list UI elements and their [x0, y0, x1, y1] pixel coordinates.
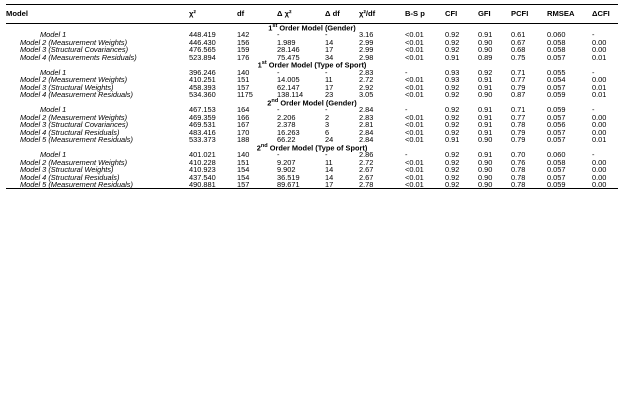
value-cell: 0.87 [511, 90, 526, 100]
value-cell: 0.92 [445, 181, 478, 189]
value-cell: 75.475 [277, 52, 300, 62]
value-cell: 66.22 [277, 135, 296, 145]
value-cell: 3 [325, 120, 330, 130]
value-cell: 9.902 [277, 165, 296, 175]
value-cell: 469.359 [189, 112, 216, 122]
value-cell: 0.78 [511, 181, 547, 189]
model-name-cell: Model 4 (Measurement Residuals) [20, 90, 133, 100]
value-cell: - [277, 67, 280, 77]
value-cell: 140 [237, 67, 250, 77]
value-cell: 154 [237, 165, 250, 175]
value-cell: 36.519 [277, 172, 300, 182]
value-cell: 446.430 [189, 37, 216, 47]
value-cell: - [405, 105, 408, 115]
value-cell: 0.00 [592, 127, 607, 137]
column-header-delta-df: Δ df [325, 9, 340, 18]
value-cell: - [405, 150, 408, 160]
value-cell: 0.79 [511, 127, 526, 137]
value-cell: 140 [237, 150, 250, 160]
column-header-df: df [237, 9, 245, 18]
value-cell: 0.057 [547, 82, 566, 92]
model-name-cell: Model 4 (Structural Residuals) [20, 127, 120, 137]
value-cell: 0.90 [478, 157, 493, 167]
column-header-bs-p: B-S p [405, 9, 425, 18]
value-cell: <0.01 [405, 181, 445, 189]
value-cell: 523.894 [189, 52, 216, 62]
model-name-cell: Model 2 (Measurement Weights) [20, 37, 128, 47]
value-cell: <0.01 [405, 52, 424, 62]
value-cell: 2.378 [277, 120, 296, 130]
value-cell: 0.058 [547, 45, 566, 55]
value-cell: 0.00 [592, 112, 607, 122]
value-cell: 0.01 [592, 135, 607, 145]
value-cell: 0.92 [445, 165, 460, 175]
value-cell: <0.01 [405, 82, 424, 92]
value-cell: 2.67 [359, 165, 374, 175]
value-cell: - [592, 67, 595, 77]
model-fit-table [6, 4, 618, 189]
value-cell: 0.91 [445, 52, 460, 62]
value-cell: 2.84 [359, 127, 374, 137]
value-cell: 1175 [237, 90, 253, 100]
value-cell: <0.01 [405, 112, 424, 122]
value-cell: 157 [237, 181, 277, 189]
column-header-chi2-over-df: χ²/df [359, 9, 376, 18]
value-cell: 166 [237, 112, 250, 122]
value-cell: 34 [325, 52, 334, 62]
value-cell: 2.99 [359, 37, 374, 47]
column-header-gfi: GFI [478, 9, 491, 18]
value-cell: 0.057 [547, 172, 566, 182]
value-cell: 0.92 [445, 45, 460, 55]
model-name-cell: Model 1 [40, 67, 67, 77]
value-cell: 2.72 [359, 75, 374, 85]
value-cell: 410.251 [189, 75, 216, 85]
value-cell: 0.91 [478, 127, 493, 137]
value-cell: 0.01 [592, 52, 607, 62]
value-cell: <0.01 [405, 30, 424, 40]
value-cell: 28.146 [277, 45, 300, 55]
value-cell: 2.72 [359, 157, 374, 167]
model-name-cell: Model 2 (Measurement Weights) [20, 157, 128, 167]
value-cell: <0.01 [405, 120, 424, 130]
value-cell: 16.263 [277, 127, 300, 137]
model-name-cell: Model 1 [40, 150, 67, 160]
value-cell: 410.228 [189, 157, 216, 167]
value-cell: 14 [325, 165, 334, 175]
value-cell: 0.059 [547, 90, 566, 100]
value-cell: 0.91 [478, 30, 493, 40]
value-cell: 0.90 [478, 172, 493, 182]
value-cell: 0.00 [592, 165, 607, 175]
model-name-cell: Model 5 (Measurement Residuals) [6, 181, 189, 189]
value-cell: <0.01 [405, 165, 424, 175]
value-cell: 176 [237, 52, 250, 62]
table-header-row [6, 5, 618, 24]
value-cell: - [592, 30, 595, 40]
value-cell: 0.060 [547, 30, 566, 40]
value-cell: 2.67 [359, 172, 374, 182]
value-cell: 0.93 [445, 75, 460, 85]
value-cell: 0.92 [445, 172, 460, 182]
value-cell: <0.01 [405, 75, 424, 85]
value-cell: 0.91 [478, 75, 493, 85]
value-cell: <0.01 [405, 135, 424, 145]
value-cell: - [325, 105, 328, 115]
table-header [6, 5, 618, 24]
value-cell: 0.057 [547, 112, 566, 122]
value-cell: 0.70 [511, 150, 526, 160]
value-cell: 0.78 [511, 172, 526, 182]
value-cell: <0.01 [405, 45, 424, 55]
value-cell: 458.393 [189, 82, 216, 92]
value-cell: 6 [325, 127, 330, 137]
value-cell: <0.01 [405, 172, 424, 182]
value-cell: 490.881 [189, 181, 237, 189]
group-label: 1st Order Model (Type of Sport) [257, 60, 367, 70]
group-label: 2nd Order Model (Gender) [267, 97, 357, 108]
value-cell: 467.153 [189, 105, 216, 115]
value-cell: 0.92 [445, 37, 460, 47]
value-cell: 0.057 [547, 52, 566, 62]
model-name-cell: Model 4 (Structural Residuals) [20, 172, 120, 182]
table-row [6, 54, 618, 61]
value-cell: 17 [325, 45, 334, 55]
value-cell: 396.246 [189, 67, 216, 77]
value-cell: 533.373 [189, 135, 216, 145]
value-cell: 410.923 [189, 165, 216, 175]
value-cell: 151 [237, 157, 250, 167]
value-cell: 156 [237, 37, 250, 47]
value-cell: 483.416 [189, 127, 216, 137]
value-cell: 0.91 [478, 150, 493, 160]
value-cell: 14 [325, 172, 334, 182]
value-cell: 0.71 [511, 67, 526, 77]
value-cell: - [325, 150, 328, 160]
value-cell: 24 [325, 135, 334, 145]
model-name-cell: Model 3 (Structural Covariances) [20, 120, 129, 130]
model-name-cell: Model 5 (Measurement Residuals) [20, 135, 133, 145]
value-cell: 17 [325, 82, 334, 92]
model-name-cell: Model 3 (Structural Weights) [20, 82, 114, 92]
group-header-row [6, 61, 618, 69]
value-cell: 0.93 [445, 67, 460, 77]
value-cell: 3.05 [359, 90, 374, 100]
value-cell: 2.83 [359, 112, 374, 122]
value-cell: 0.92 [445, 127, 460, 137]
value-cell: 1.989 [277, 37, 296, 47]
value-cell: 448.419 [189, 30, 216, 40]
value-cell: 0.00 [592, 181, 618, 189]
value-cell: 0.90 [478, 181, 511, 189]
value-cell: 0.77 [511, 75, 526, 85]
value-cell: 2.98 [359, 52, 374, 62]
value-cell: 0.91 [478, 105, 493, 115]
value-cell: 3.16 [359, 30, 374, 40]
model-name-cell: Model 2 (Measurement Weights) [20, 112, 128, 122]
value-cell: 0.00 [592, 120, 607, 130]
value-cell: 0.90 [478, 37, 493, 47]
value-cell: - [325, 67, 328, 77]
value-cell: 2.84 [359, 135, 374, 145]
value-cell: 0.91 [478, 120, 493, 130]
value-cell: 0.054 [547, 75, 566, 85]
value-cell: 170 [237, 127, 250, 137]
column-header-chi2: χ² [189, 9, 196, 18]
column-header-model: Model [6, 9, 28, 18]
value-cell: 0.79 [511, 135, 526, 145]
column-header-delta-chi2: Δ χ² [277, 9, 292, 18]
value-cell: 11 [325, 75, 333, 85]
value-cell: 0.92 [478, 67, 493, 77]
value-cell: 0.055 [547, 67, 566, 77]
value-cell: 0.90 [478, 90, 493, 100]
value-cell: 157 [237, 82, 250, 92]
value-cell: 164 [237, 105, 250, 115]
value-cell: 0.057 [547, 135, 566, 145]
value-cell: 0.77 [511, 112, 526, 122]
model-name-cell: Model 1 [40, 30, 67, 40]
value-cell: 2.84 [359, 105, 374, 115]
table-body [6, 23, 618, 189]
value-cell: - [277, 150, 280, 160]
value-cell: 0.71 [511, 105, 526, 115]
value-cell: 89.671 [277, 181, 325, 189]
value-cell: - [277, 105, 280, 115]
value-cell: 0.00 [592, 172, 607, 182]
value-cell: 0.92 [445, 150, 460, 160]
value-cell: 0.92 [445, 112, 460, 122]
model-name-cell: Model 2 (Measurement Weights) [20, 75, 128, 85]
value-cell: 62.147 [277, 82, 300, 92]
value-cell: 0.78 [511, 120, 526, 130]
value-cell: 0.90 [478, 165, 493, 175]
value-cell: 14 [325, 37, 334, 47]
value-cell: 167 [237, 120, 250, 130]
value-cell: 0.91 [478, 82, 493, 92]
value-cell: 0.92 [445, 120, 460, 130]
value-cell: 0.91 [478, 112, 493, 122]
value-cell: 138.114 [277, 90, 304, 100]
value-cell: 469.531 [189, 120, 216, 130]
value-cell: 0.68 [511, 45, 526, 55]
value-cell: 437.540 [189, 172, 216, 182]
value-cell: 0.058 [547, 157, 566, 167]
group-label: 2nd Order Model (Type of Sport) [256, 142, 368, 152]
value-cell: - [325, 30, 328, 40]
model-name-cell: Model 3 (Structural Covariances) [20, 45, 129, 55]
value-cell: 2 [325, 112, 330, 122]
value-cell: 0.92 [445, 30, 460, 40]
value-cell: - [277, 30, 280, 40]
group-header-row [6, 99, 618, 107]
value-cell: 0.90 [478, 135, 493, 145]
value-cell: 0.90 [478, 45, 493, 55]
column-header-cfi: CFI [445, 9, 458, 18]
column-header-rmsea: RMSEA [547, 9, 575, 18]
value-cell: 534.360 [189, 90, 216, 100]
value-cell: 2.83 [359, 67, 374, 77]
value-cell: 159 [237, 45, 250, 55]
value-cell: 0.92 [445, 90, 460, 100]
value-cell: - [592, 105, 595, 115]
value-cell: 0.00 [592, 45, 607, 55]
value-cell: 0.057 [547, 127, 566, 137]
value-cell: 401.021 [189, 150, 216, 160]
value-cell: 0.91 [445, 135, 460, 145]
value-cell: <0.01 [405, 90, 424, 100]
model-name-cell: Model 1 [40, 105, 67, 115]
group-header-row [6, 144, 618, 152]
value-cell: 11 [325, 157, 333, 167]
value-cell: <0.01 [405, 157, 424, 167]
value-cell: 0.79 [511, 82, 526, 92]
group-header-row [6, 23, 618, 31]
value-cell: 0.76 [511, 157, 526, 167]
value-cell: 17 [325, 181, 359, 189]
value-cell: 2.92 [359, 82, 374, 92]
value-cell: 0.92 [445, 82, 460, 92]
value-cell: 2.78 [359, 181, 405, 189]
value-cell: 0.67 [511, 37, 526, 47]
value-cell: 2.99 [359, 45, 374, 55]
value-cell: 142 [237, 30, 250, 40]
value-cell: 0.057 [547, 165, 566, 175]
column-header-delta-cfi: ΔCFI [592, 9, 610, 18]
value-cell: <0.01 [405, 37, 424, 47]
value-cell: 0.61 [511, 30, 526, 40]
group-label: 1st Order Model (Gender) [268, 22, 356, 33]
value-cell: 14.005 [277, 75, 300, 85]
value-cell: 9.207 [277, 157, 296, 167]
value-cell: 476.565 [189, 45, 216, 55]
column-header-pcfi: PCFI [511, 9, 529, 18]
value-cell: 0.75 [511, 52, 526, 62]
value-cell: 188 [237, 135, 250, 145]
table-row [6, 181, 618, 189]
value-cell: <0.01 [405, 127, 424, 137]
value-cell: 2.86 [359, 150, 374, 160]
value-cell: 0.00 [592, 37, 607, 47]
value-cell: 0.01 [592, 90, 607, 100]
value-cell: - [592, 150, 595, 160]
value-cell: 0.01 [592, 82, 607, 92]
value-cell: - [405, 67, 408, 77]
model-name-cell: Model 4 (Measurements Residuals) [20, 52, 137, 62]
value-cell: 0.92 [445, 105, 460, 115]
value-cell: 0.00 [592, 75, 607, 85]
value-cell: 0.058 [547, 37, 566, 47]
value-cell: 151 [237, 75, 250, 85]
value-cell: 0.059 [547, 105, 566, 115]
value-cell: 0.89 [478, 52, 493, 62]
value-cell: 0.78 [511, 165, 526, 175]
value-cell: 0.92 [445, 157, 460, 167]
value-cell: 23 [325, 90, 334, 100]
value-cell: 0.056 [547, 120, 566, 130]
value-cell: 2.206 [277, 112, 296, 122]
value-cell: 154 [237, 172, 250, 182]
value-cell: 0.00 [592, 157, 607, 167]
value-cell: 0.059 [547, 181, 592, 189]
value-cell: 2.81 [359, 120, 374, 130]
value-cell: 0.060 [547, 150, 566, 160]
model-name-cell: Model 3 (Structural Weights) [20, 165, 114, 175]
